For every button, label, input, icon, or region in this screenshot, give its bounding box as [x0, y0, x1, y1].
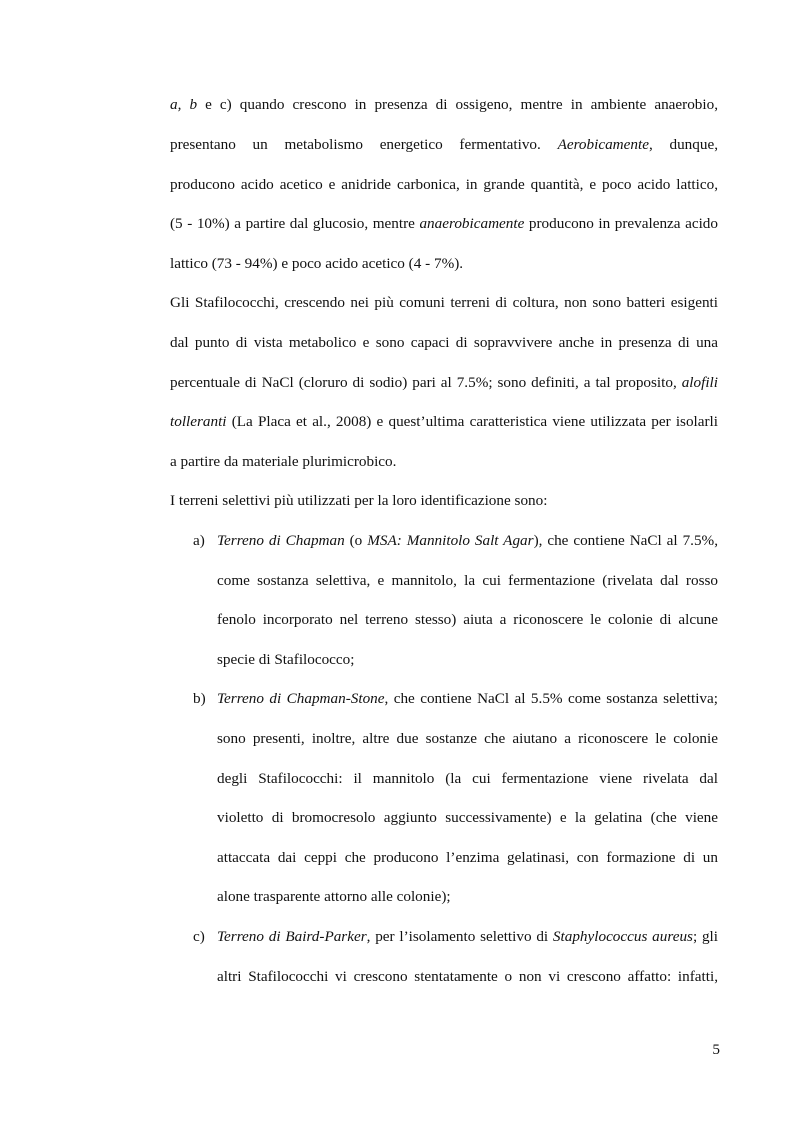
paragraph-1-line-1	[170, 95, 718, 115]
text: Gli Stafilococchi, crescendo nei più comuni terreni di coltura, non sono batteri esigenti	[170, 294, 718, 311]
text: altri Stafilococchi vi crescono stentatamente o non vi crescono affatto: infatti,	[217, 968, 718, 985]
italic-text: Staphylococcus aureus	[552, 928, 693, 945]
text: ), che contiene NaCl al 7.5%,	[533, 532, 718, 549]
text: percentuale di NaCl (cloruro di sodio) pari al 7.5%; sono definiti, a tal proposito,	[170, 374, 682, 391]
text: dal punto di vista metabolico e sono capaci di sopravvivere anche in presenza di una	[170, 334, 718, 351]
italic-text: a,	[170, 96, 182, 113]
italic-text: Terreno di Chapman-Stone	[217, 690, 385, 707]
paragraph-1-line-3	[170, 175, 718, 195]
list-marker-b: b)	[193, 690, 206, 707]
text: producono acido acetico e anidride carbonica, in grande quantità, e poco acido lattico,	[170, 176, 718, 193]
text: sono presenti, inoltre, altre due sostanze che aiutano a riconoscere le colonie	[217, 730, 718, 747]
text: attaccata dai ceppi che producono l’enzima gelatinasi, con formazione di un	[217, 849, 718, 866]
list-b-line-4	[217, 808, 718, 828]
text: (o	[344, 532, 368, 549]
list-b-line-3	[217, 769, 718, 789]
italic-text: tolleranti	[170, 413, 227, 430]
text: , dunque,	[648, 136, 718, 153]
italic-text: anaerobicamente	[419, 215, 525, 232]
text: ; gli	[692, 928, 718, 945]
text: I terreni selettivi più utilizzati per la loro identificazione sono:	[170, 492, 548, 509]
list-marker-c: c)	[193, 928, 205, 945]
paragraph-1-line-5	[170, 254, 718, 274]
list-a-line-3	[217, 610, 718, 630]
italic-text: Terreno di Chapman	[217, 532, 345, 549]
paragraph-1-line-4	[170, 214, 718, 234]
list-a-line-1	[217, 531, 718, 551]
text: lattico (73 - 94%) e poco acido acetico (4 - 7%).	[170, 255, 464, 272]
paragraph-3-line-1	[170, 491, 718, 511]
page-number: 5	[712, 1041, 720, 1058]
list-marker-a: a)	[193, 532, 205, 549]
text: producono in prevalenza acido	[524, 215, 718, 232]
text: (5 - 10%) a partire dal glucosio, mentre	[170, 215, 420, 232]
text: degli Stafilococchi: il mannitolo (la cui fermentazione viene rivelata dal	[217, 770, 718, 787]
italic-text: Terreno di Baird-Parker	[217, 928, 367, 945]
list-b-line-5	[217, 848, 718, 868]
list-a-line-4	[217, 650, 718, 670]
italic-text: Aerobicamente	[557, 136, 649, 153]
list-b-line-6	[217, 887, 718, 907]
text: fenolo incorporato nel terreno stesso) aiuta a riconoscere le colonie di alcune	[217, 611, 718, 628]
italic-text: alofili	[681, 374, 718, 391]
paragraph-2-line-4	[170, 412, 718, 432]
list-a-line-2	[217, 571, 718, 591]
paragraph-1-line-2	[170, 135, 718, 155]
list-c-line-2	[217, 967, 718, 987]
list-c-line-1	[217, 927, 718, 947]
italic-text: b	[189, 96, 198, 113]
text: e c) quando crescono in presenza di ossigeno, mentre in ambiente anaerobio,	[197, 96, 719, 113]
text: specie di Stafilococco;	[217, 651, 355, 668]
text: come sostanza selettiva, e mannitolo, la cui fermentazione (rivelata dal rosso	[217, 572, 718, 589]
text: (La Placa et al., 2008) e quest’ultima caratteristica viene utilizzata per isolarli	[226, 413, 718, 430]
text: , che contiene NaCl al 5.5% come sostanza selettiva;	[384, 690, 718, 707]
paragraph-2-line-3	[170, 373, 718, 393]
text: , per l’isolamento selettivo di	[366, 928, 553, 945]
paragraph-2-line-2	[170, 333, 718, 353]
text: alone trasparente attorno alle colonie);	[217, 888, 451, 905]
paragraph-2-line-1	[170, 293, 718, 313]
text: violetto di bromocresolo aggiunto successivamente) e la gelatina (che viene	[217, 809, 718, 826]
paragraph-2-line-5	[170, 452, 718, 472]
list-b-line-2	[217, 729, 718, 749]
italic-text: MSA: Mannitolo Salt Agar	[367, 532, 534, 549]
text: a partire da materiale plurimicrobico.	[170, 453, 397, 470]
text: presentano un metabolismo energetico fermentativo.	[170, 136, 558, 153]
list-b-line-1	[217, 689, 718, 709]
